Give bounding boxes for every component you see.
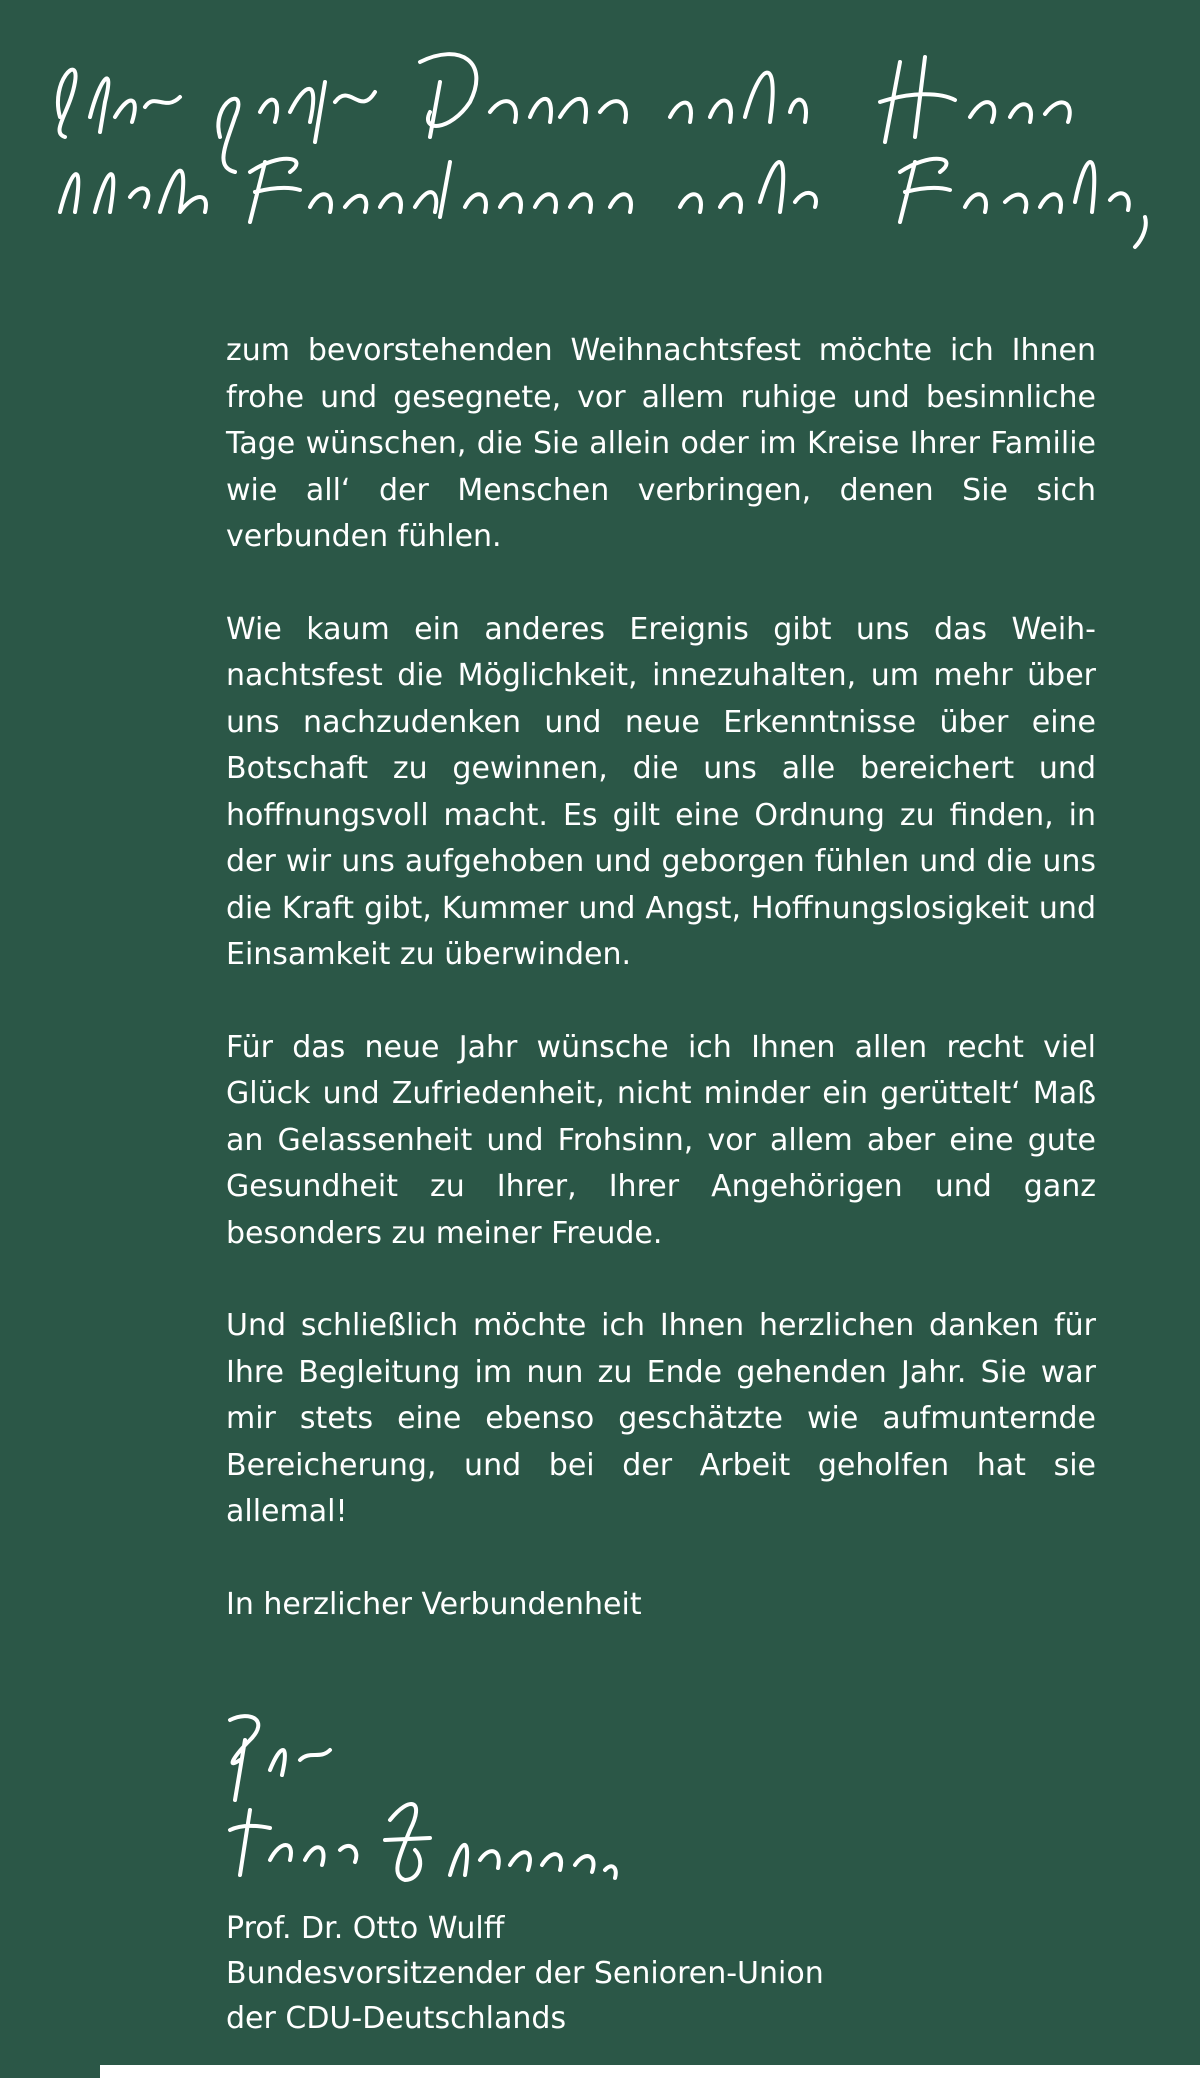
salutation-text: Sehr geehrte Damen und Herren, liebe Freundinnen und Freunde, (20, 9, 440, 26)
paragraph-3: Für das neue Jahr wünsche ich Ihnen allen recht viel Glück und Zufriedenheit, nicht minder ein gerüttelt‘ Maß an Gelassenheit und Frohsinn, vor allem aber eine gute Gesundheit zu Ihrer, Ihrer Angehörigen und ganz besonders zu meiner Freude. (226, 1029, 1096, 1251)
sender-role: Bundesvorsitzender der Senioren-Union (226, 1956, 824, 1991)
salutation-script-drawing (20, 9, 1160, 252)
signature-text: Ihr Otto Wulff (210, 1687, 303, 1704)
sender-block (226, 1906, 1126, 2041)
handwritten-salutation (20, 9, 1160, 252)
handwritten-signature (210, 1687, 640, 1900)
sender-name: Prof. Dr. Otto Wulff (226, 1911, 505, 1946)
paragraph-1: zum bevorstehenden Weihnachtsfest möchte ich Ihnen frohe und gesegnete, vor allem ruhige und besinnliche Tage wünschen, die Sie allein oder im Kreise Ihrer Familie wie all‘ der Menschen verbringen, denen Sie sich verbunden fühlen. (226, 333, 1096, 554)
signature-drawing (210, 1687, 640, 1900)
closing-line: In herzlicher Verbundenheit (226, 1586, 642, 1622)
paragraph-2: Wie kaum ein anderes Ereignis gibt uns das Weihnachtsfest die Möglichkeit, innezuhalten, um mehr über uns nachzudenken und neue Erkenntnisse über eine Botschaft zu gewinnen, die uns alle bereichert und hoffnungsvoll macht. Es gilt eine Ordnung zu finden, in der wir uns aufgehoben und geborgen fühlen und die uns die Kraft gibt, Kummer und Angst, Hoffnungslosigkeit und Einsamkeit zu überwinden. (226, 611, 1096, 972)
letter-body (226, 328, 1096, 1628)
sender-organization: der CDU-Deutschlands (226, 2001, 567, 2036)
paragraph-4: Und schließlich möchte ich Ihnen herzlichen danken für Ihre Begleitung im nun zu Ende gehenden Jahr. Sie war mir stets eine ebenso geschätzte wie aufmunternde Bereicherung, und bei der Arbeit geholfen hat sie allemal! (226, 1308, 1096, 1529)
